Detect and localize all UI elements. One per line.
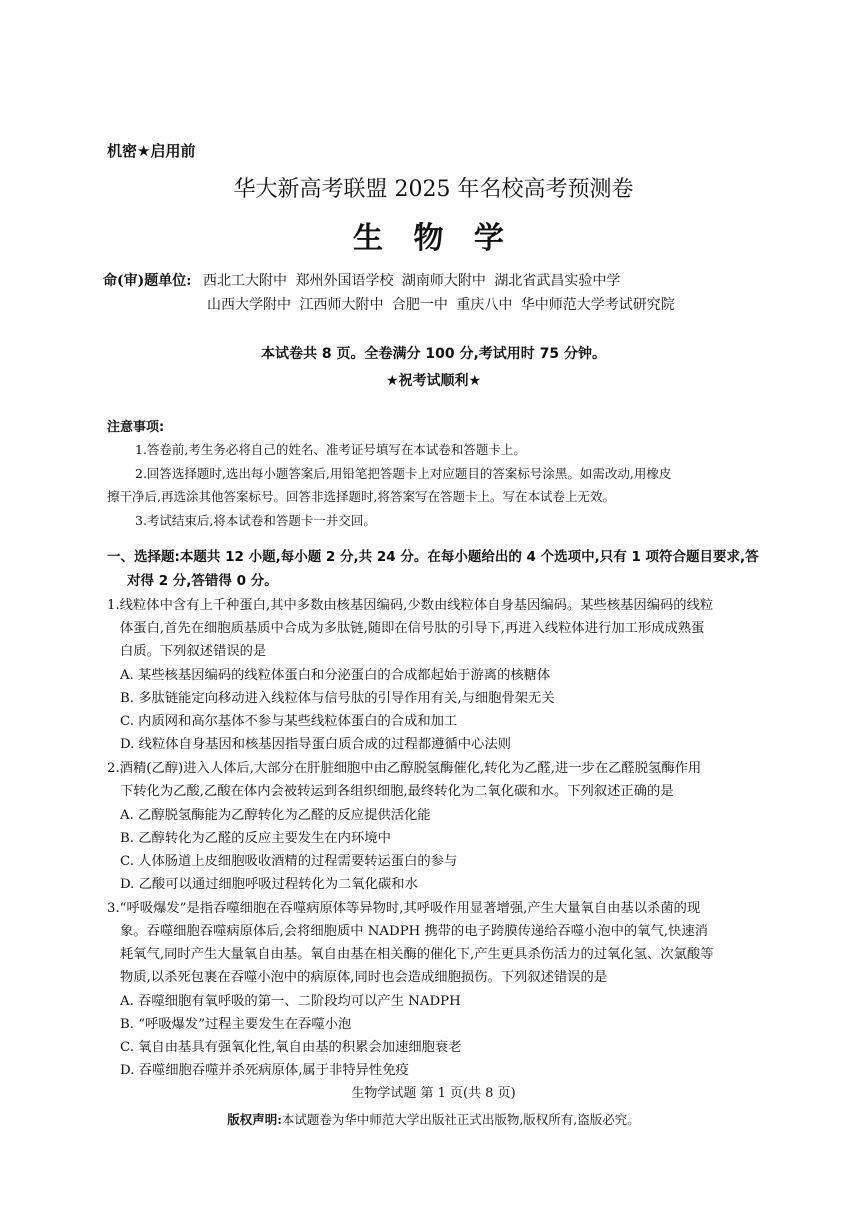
question-1-option-c: C. 内质网和高尔基体不参与某些线粒体蛋白的合成和加工: [120, 714, 458, 729]
question-3-option-c: C. 氧自由基具有强氧化性,氧自由基的积累会加速细胞衰老: [120, 1040, 462, 1055]
section-heading-line-2: 对得 2 分,答错得 0 分。: [127, 573, 278, 589]
question-2-option-c: C. 人体肠道上皮细胞吸收酒精的过程需要转运蛋白的参与: [120, 854, 458, 869]
units-line-2: 山西大学附中 江西师大附中 合肥一中 重庆八中 华中师范大学考试研究院: [207, 297, 675, 313]
confidential-label: 机密★启用前: [107, 142, 196, 160]
copyright-label: 版权声明:: [227, 1112, 282, 1127]
copyright-text: 本试题卷为华中师范大学出版社正式出版物,版权所有,盗版必究。: [281, 1112, 640, 1127]
units-line-1: 西北工大附中 郑州外国语学校 湖南师大附中 湖北省武昌实验中学: [203, 273, 621, 289]
question-1-option-b: B. 多肽链能定向移动进入线粒体与信号肽的引导作用有关,与细胞骨架无关: [120, 691, 555, 706]
subject-title: 生 物 学: [353, 221, 514, 256]
question-3-line-4: 物质,以杀死包裹在吞噬小泡中的病原体,同时也会造成细胞损伤。下列叙述错误的是: [120, 970, 608, 985]
question-1-option-d: D. 线粒体自身基因和核基因指导蛋白质合成的过程都遵循中心法则: [120, 737, 511, 752]
note-item-1: 1.答卷前,考生务必将自己的姓名、准考证号填写在本试卷和答题卡上。: [135, 442, 526, 457]
exam-title: 华大新高考联盟 2025 年名校高考预测卷: [233, 177, 634, 202]
note-item-3: 3.考试结束后,将本试卷和答题卡一并交回。: [135, 513, 376, 528]
exam-info: 本试卷共 8 页。全卷满分 100 分,考试用时 75 分钟。: [260, 346, 606, 362]
question-2-option-b: B. 乙醇转化为乙醛的反应主要发生在内环境中: [120, 831, 391, 846]
question-3-option-d: D. 吞噬细胞吞噬并杀死病原体,属于非特异性免疫: [120, 1063, 409, 1078]
question-2-option-d: D. 乙酸可以通过细胞呼吸过程转化为二氧化碳和水: [120, 877, 418, 892]
notes-title: 注意事项:: [107, 420, 165, 435]
question-1-line-3: 白质。下列叙述错误的是: [120, 644, 267, 659]
question-3-line-2: 象。吞噬细胞吞噬病原体后,会将细胞质中 NADPH 携带的电子跨膜传递给吞噬小泡中的氧气,快速消: [120, 924, 708, 939]
good-luck-line: ★祝考试顺利★: [385, 373, 482, 389]
copyright-notice: [0, 1110, 867, 1128]
question-1-line-2: 体蛋白,首先在细胞质基质中合成为多肽链,随即在信号肽的引导下,再进入线粒体进行加工形成成熟蛋: [120, 621, 705, 636]
question-3-option-b: B. “呼吸爆发”过程主要发生在吞噬小泡: [120, 1017, 352, 1032]
question-2-option-a: A. 乙醇脱氢酶能为乙醇转化为乙醛的反应提供活化能: [120, 808, 431, 823]
page-footer: 生物学试题 第 1 页(共 8 页): [351, 1086, 516, 1101]
question-2-line-2: 下转化为乙酸,乙酸在体内会被转运到各组织细胞,最终转化为二氧化碳和水。下列叙述正确的是: [120, 784, 674, 799]
question-3-line-1: 3.“呼吸爆发”是指吞噬细胞在吞噬病原体等异物时,其呼吸作用显著增强,产生大量氧自由基以杀菌的现: [107, 901, 701, 916]
units-label: 命(审)题单位:: [103, 273, 192, 289]
question-3-option-a: A. 吞噬细胞有氧呼吸的第一、二阶段均可以产生 NADPH: [120, 994, 461, 1009]
note-item-2-line-1: 2.回答选择题时,选出每小题答案后,用铅笔把答题卡上对应题目的答案标号涂黑。如需改动,用橡皮: [135, 466, 672, 481]
question-3-line-3: 耗氧气,同时产生大量氧自由基。氧自由基在相关酶的催化下,产生更具杀伤活力的过氧化氢、次氯酸等: [120, 947, 714, 962]
question-1-line-1: 1.线粒体中含有上千种蛋白,其中多数由核基因编码,少数由线粒体自身基因编码。某些核基因编码的线粒: [107, 598, 714, 613]
note-item-2-line-2: 擦干净后,再选涂其他答案标号。回答非选择题时,将答案写在答题卡上。写在本试卷上无效。: [107, 489, 615, 504]
section-heading: 一、选择题:本题共 12 小题,每小题 2 分,共 24 分。在每小题给出的 4 个选项中,只有 1 项符合题目要求,答: [107, 549, 759, 565]
question-1-option-a: A. 某些核基因编码的线粒体蛋白和分泌蛋白的合成都起始于游离的核糖体: [120, 668, 551, 683]
question-2-line-1: 2.酒精(乙醇)进入人体后,大部分在肝脏细胞中由乙醇脱氢酶催化,转化为乙醛,进一步在乙醛脱氢酶作用: [107, 761, 702, 776]
